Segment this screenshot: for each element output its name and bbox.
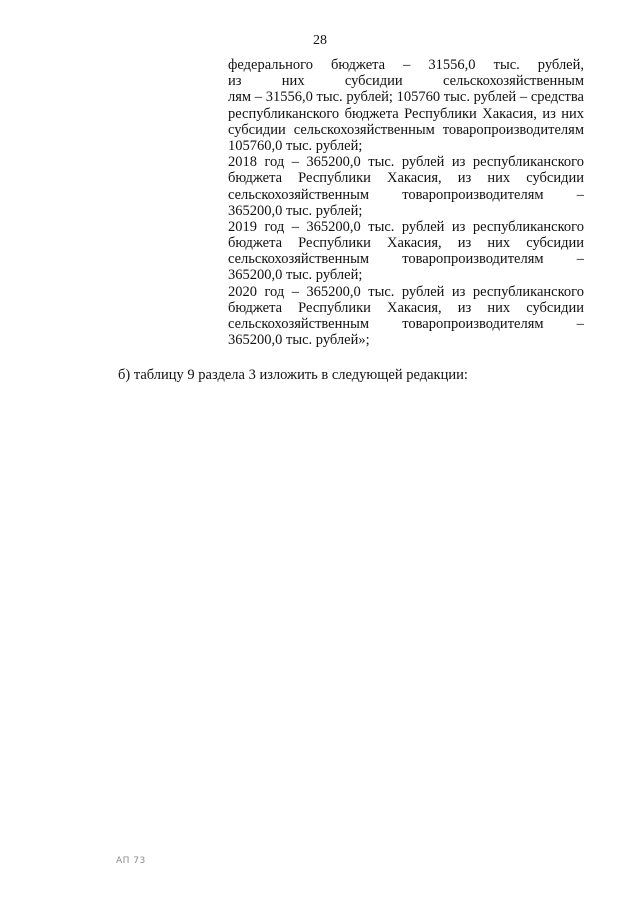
page-number: 28: [313, 33, 327, 48]
text-line: бюджета Республики Хакасия, из них субсидии: [228, 235, 584, 252]
text-line: 2018 год – 365200,0 тыс. рублей из республиканского: [228, 154, 584, 171]
text-line: из них субсидии сельскохозяйственным: [228, 73, 584, 90]
footer-mark: АП 73: [116, 856, 146, 866]
text-line: 2020 год – 365200,0 тыс. рублей из республиканского: [228, 283, 584, 300]
text-line: федерального бюджета – 31556,0 тыс. рублей,: [228, 57, 584, 73]
text-line: лям – 31556,0 тыс. рублей; 105760 тыс. рублей – средства: [228, 89, 584, 106]
text-line: 2019 год – 365200,0 тыс. рублей из республиканского: [228, 218, 584, 235]
text-line: сельскохозяйственным товаропроизводителям –: [228, 186, 584, 203]
text-line: 365200,0 тыс. рублей;: [228, 267, 363, 284]
text-line: 365200,0 тыс. рублей;: [228, 202, 363, 219]
text-line: бюджета Республики Хакасия, из них субсидии: [228, 170, 584, 187]
text-line: республиканского бюджета Республики Хакасия, из них: [228, 105, 584, 122]
text-line: сельскохозяйственным товаропроизводителям –: [228, 316, 584, 332]
text-line: 105760,0 тыс. рублей;: [228, 137, 363, 154]
text-line: субсидии сельскохозяйственным товаропроизводителям: [228, 121, 584, 138]
text-line: бюджета Республики Хакасия, из них субсидии: [228, 299, 584, 316]
funding-text-block: [228, 57, 584, 348]
paragraph-b: б) таблицу 9 раздела 3 изложить в следующей редакции:: [118, 367, 468, 383]
text-line: сельскохозяйственным товаропроизводителям –: [228, 251, 584, 268]
text-line: 365200,0 тыс. рублей»;: [228, 332, 370, 349]
